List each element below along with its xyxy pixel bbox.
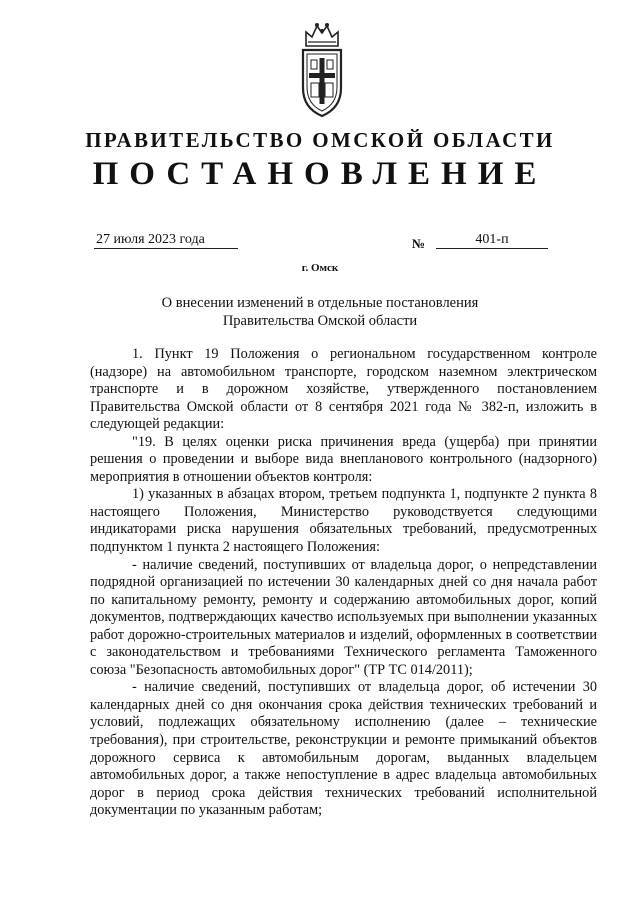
city-name: г. Омск <box>301 262 339 274</box>
document-body <box>90 346 597 820</box>
number-sign: № <box>412 236 426 251</box>
document-date: 27 июля 2023 года <box>94 232 238 249</box>
document-subject <box>0 294 640 330</box>
subject-line: О внесении изменений в отдельные постановления <box>161 295 479 311</box>
subject-line: Правительства Омской области <box>222 313 418 329</box>
body-paragraph: - наличие сведений, поступивших от владельца дорог, о непредставлении подрядной организацией по истечении 30 календарных дней со дня начала работ по капитальному ремонту, ремонту и содержанию автомобильных дорог, копий документов, подтверждающих качество используемых при выполнении указанных работ дорожно-строительных материалов и изделий, оформленных в соответствии с законодательством и требованиями Технического регламента Таможенного союза "Безопасность автомобильных дорог" (ТР ТС 014/2011); <box>90 556 597 678</box>
document-type-title: ПОСТАНОВЛЕНИЕ <box>92 156 548 192</box>
body-paragraph: 1. Пункт 19 Положения о региональном государственном контроле (надзоре) на автомобильном транспорте, городском наземном электрическом транспорте и в дорожном хозяйстве, утвержденного постановлением Правительства Омской области от 8 сентября 2021 года № 382-п, изложить в следующей редакции: <box>90 346 597 433</box>
body-paragraph: "19. В целях оценки риска причинения вреда (ущерба) при принятии решения о проведении и выборе вида внепланового контрольного (надзорного) мероприятия в отношении объектов контроля: <box>90 433 597 485</box>
government-title: ПРАВИТЕЛЬСТВО ОМСКОЙ ОБЛАСТИ <box>85 128 555 152</box>
coat-of-arms-icon <box>296 20 348 120</box>
document-number: 401-п <box>436 232 548 249</box>
body-paragraph: - наличие сведений, поступивших от владельца дорог, об истечении 30 календарных дней со дня окончания срока действия технических требований и условий, подлежащих обязательному исполнению (далее – технические требования), при строительстве, реконструкции и ремонте примыканий объектов дорожного сервиса к автомобильным дорогам, выданных владельцем автомобильных дорог, а также непоступление в адрес владельца автомобильных дорог в период срока действия технических требований исполнительной документации по указанным работам; <box>90 679 597 819</box>
body-paragraph: 1) указанных в абзацах втором, третьем подпункта 1, подпункте 2 пункта 8 настоящего Положения, Министерство руководствуется следующими индикаторами риска нарушения обязательных требований, предусмотренных подпунктом 1 пункта 2 настоящего Положения: <box>90 486 597 556</box>
